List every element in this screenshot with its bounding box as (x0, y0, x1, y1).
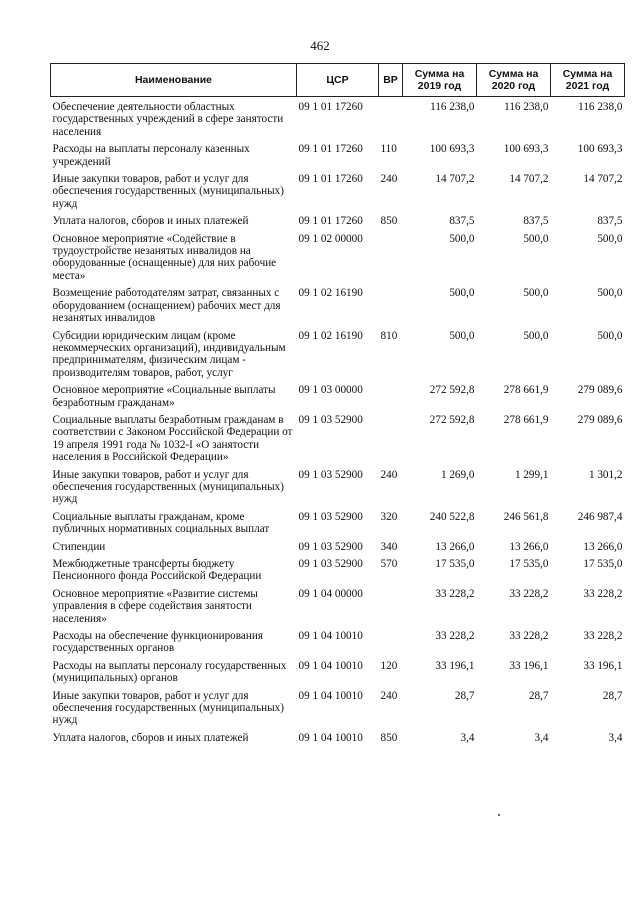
table-row (51, 213, 625, 230)
row-name: Основное мероприятие «Развитие системы управления в сфере содействия занятости населения» (52, 587, 258, 625)
table-body (51, 97, 625, 748)
table-row (51, 141, 625, 171)
row-vr: 850 (380, 215, 398, 228)
row-vr: 120 (380, 659, 398, 672)
row-sum-2021: 28,7 (602, 689, 623, 702)
row-csr: 09 1 03 52900 (298, 468, 363, 481)
row-name: Иные закупки товаров, работ и услуг для обеспечения государственных (муниципальных) нужд (52, 468, 284, 506)
table-row (51, 328, 625, 383)
row-csr: 09 1 02 00000 (298, 232, 363, 245)
row-sum-2021: 116 238,0 (578, 101, 623, 113)
row-sum-2019: 500,0 (449, 329, 475, 342)
row-sum-2021: 500,0 (597, 232, 623, 245)
row-sum-2020: 33 228,2 (509, 630, 549, 643)
header-sum-2020: Сумма на 2020 год (477, 64, 551, 97)
table-row (51, 688, 625, 730)
row-sum-2019: 500,0 (449, 287, 475, 300)
header-csr: ЦСР (297, 64, 379, 97)
row-sum-2019: 17 535,0 (435, 558, 475, 570)
row-sum-2021: 500,0 (597, 329, 623, 342)
row-sum-2020: 3,4 (534, 731, 549, 744)
table-row (51, 285, 625, 327)
row-sum-2021: 17 535,0 (583, 558, 623, 570)
row-sum-2019: 240 522,8 (429, 510, 475, 523)
row-sum-2020: 13 266,0 (509, 540, 549, 553)
row-sum-2019: 33 196,1 (435, 659, 475, 672)
row-sum-2020: 116 238,0 (504, 101, 549, 113)
row-name: Обеспечение деятельности областных государственных учреждений в сфере занятости населения (52, 101, 284, 138)
row-name: Уплата налогов, сборов и иных платежей (52, 215, 249, 228)
table-header (51, 64, 625, 97)
row-vr: 570 (380, 558, 398, 570)
row-sum-2021: 100 693,3 (577, 143, 623, 156)
row-sum-2020: 100 693,3 (503, 143, 549, 156)
row-name: Иные закупки товаров, работ и услуг для обеспечения государственных (муниципальных) нужд (52, 689, 284, 727)
row-csr: 09 1 01 17260 (298, 173, 363, 186)
row-csr: 09 1 02 16190 (298, 329, 363, 342)
row-sum-2021: 500,0 (597, 287, 623, 300)
row-csr: 09 1 03 52900 (298, 510, 363, 523)
table-row (51, 628, 625, 658)
row-vr: 110 (380, 143, 397, 156)
table-row (51, 382, 625, 412)
row-name: Стипендии (52, 540, 106, 553)
row-name: Иные закупки товаров, работ и услуг для обеспечения государственных (муниципальных) нужд (52, 173, 284, 210)
row-vr: 850 (380, 731, 398, 744)
row-sum-2019: 14 707,2 (435, 173, 475, 186)
row-name: Расходы на выплаты персоналу казенных учреждений (52, 143, 250, 168)
table-row (51, 467, 625, 509)
row-sum-2020: 17 535,0 (509, 558, 549, 570)
row-vr (379, 97, 403, 142)
row-csr: 09 1 02 16190 (298, 287, 363, 300)
header-sum-2021: Сумма на 2021 год (551, 64, 625, 97)
row-sum-2020: 1 299,1 (514, 468, 549, 481)
row-vr (379, 285, 403, 327)
row-sum-2019: 500,0 (449, 232, 475, 245)
row-vr: 240 (380, 468, 398, 481)
row-csr: 09 1 04 10010 (298, 731, 363, 744)
row-vr: 320 (380, 510, 398, 523)
row-sum-2020: 33 228,2 (509, 587, 549, 600)
row-sum-2021: 33 196,1 (583, 659, 623, 672)
row-name: Возмещение работодателям затрат, связанных с оборудованием (оснащением) рабочих мест для незанятых инвалидов (52, 287, 281, 325)
row-csr: 09 1 04 10010 (298, 689, 363, 702)
row-sum-2021: 279 089,6 (577, 413, 623, 426)
row-name: Основное мероприятие «Содействие в трудоустройстве незанятых инвалидов на оборудованные (оснащенные) для них рабочие места» (52, 232, 277, 282)
row-vr: 240 (380, 173, 398, 186)
row-vr (379, 231, 403, 286)
budget-table (50, 63, 625, 747)
row-csr: 09 1 01 17260 (298, 101, 363, 113)
row-sum-2021: 246 987,4 (577, 510, 623, 523)
row-sum-2020: 278 661,9 (503, 413, 549, 426)
row-vr (379, 586, 403, 628)
row-name: Расходы на обеспечение функционирования государственных органов (52, 630, 263, 655)
row-sum-2019: 33 228,2 (435, 587, 475, 600)
row-vr: 810 (380, 329, 398, 342)
row-name: Социальные выплаты безработным гражданам в соответствии с Законом Российской Федерации от 19 апреля 1991 года № 1032-I «О занятости населения в Российской Федерации» (52, 413, 293, 464)
table-row (51, 586, 625, 628)
row-vr: 340 (380, 540, 398, 553)
table-row (51, 231, 625, 286)
row-sum-2020: 33 196,1 (509, 659, 549, 672)
row-sum-2020: 28,7 (528, 689, 549, 702)
row-name: Межбюджетные трансферты бюджету Пенсионного фонда Российской Федерации (52, 558, 262, 583)
table-row (51, 730, 625, 747)
table-row (51, 171, 625, 213)
row-sum-2019: 28,7 (454, 689, 475, 702)
row-sum-2020: 500,0 (523, 287, 549, 300)
scan-speck (498, 814, 500, 816)
row-csr: 09 1 04 00000 (298, 587, 363, 600)
row-vr (379, 382, 403, 412)
row-name: Уплата налогов, сборов и иных платежей (52, 731, 249, 744)
row-sum-2021: 13 266,0 (583, 540, 623, 553)
header-vr: ВР (379, 64, 403, 97)
row-sum-2020: 500,0 (523, 232, 549, 245)
header-row (51, 64, 625, 97)
page-number: 462 (310, 38, 330, 53)
table-row (51, 556, 625, 586)
row-sum-2020: 837,5 (523, 215, 549, 228)
row-sum-2021: 14 707,2 (583, 173, 623, 186)
row-vr: 240 (380, 689, 398, 702)
row-sum-2019: 272 592,8 (429, 384, 475, 397)
row-csr: 09 1 03 52900 (298, 558, 363, 570)
row-sum-2019: 116 238,0 (430, 101, 475, 113)
row-csr: 09 1 01 17260 (298, 143, 363, 156)
table-row (51, 412, 625, 467)
row-sum-2021: 33 228,2 (583, 630, 623, 643)
row-name: Субсидии юридическим лицам (кроме некоммерческих организаций), индивидуальным предпринимателям, физическим лицам - производителям товаров, работ, услуг (52, 329, 286, 379)
row-csr: 09 1 03 52900 (298, 413, 363, 426)
row-csr: 09 1 04 10010 (298, 659, 363, 672)
table-row (51, 658, 625, 688)
row-csr: 09 1 03 52900 (298, 540, 363, 553)
row-name: Социальные выплаты гражданам, кроме публичных нормативных социальных выплат (52, 510, 270, 536)
row-sum-2021: 33 228,2 (583, 587, 623, 600)
row-sum-2021: 1 301,2 (588, 468, 623, 481)
table-row (51, 509, 625, 539)
row-vr (379, 628, 403, 658)
row-name: Основное мероприятие «Социальные выплаты безработным гражданам» (52, 384, 276, 409)
row-csr: 09 1 01 17260 (298, 215, 363, 228)
table-row (51, 97, 625, 142)
row-sum-2020: 14 707,2 (509, 173, 549, 186)
row-sum-2019: 3,4 (460, 731, 475, 744)
row-sum-2019: 100 693,3 (429, 143, 475, 156)
row-csr: 09 1 04 10010 (298, 630, 363, 643)
row-sum-2019: 1 269,0 (440, 468, 475, 481)
row-name: Расходы на выплаты персоналу государственных (муниципальных) органов (52, 659, 287, 685)
table-row (51, 539, 625, 556)
row-sum-2019: 837,5 (449, 215, 475, 228)
header-sum-2019: Сумма на 2019 год (403, 64, 477, 97)
row-sum-2021: 3,4 (608, 731, 623, 744)
header-name: Наименование (51, 64, 297, 97)
row-csr: 09 1 03 00000 (298, 384, 363, 397)
row-sum-2019: 13 266,0 (435, 540, 475, 553)
row-sum-2019: 272 592,8 (429, 413, 475, 426)
row-vr (379, 412, 403, 467)
row-sum-2020: 500,0 (523, 329, 549, 342)
row-sum-2021: 837,5 (597, 215, 623, 228)
row-sum-2020: 246 561,8 (503, 510, 549, 523)
row-sum-2021: 279 089,6 (577, 384, 623, 397)
row-sum-2019: 33 228,2 (435, 630, 475, 643)
row-sum-2020: 278 661,9 (503, 384, 549, 397)
